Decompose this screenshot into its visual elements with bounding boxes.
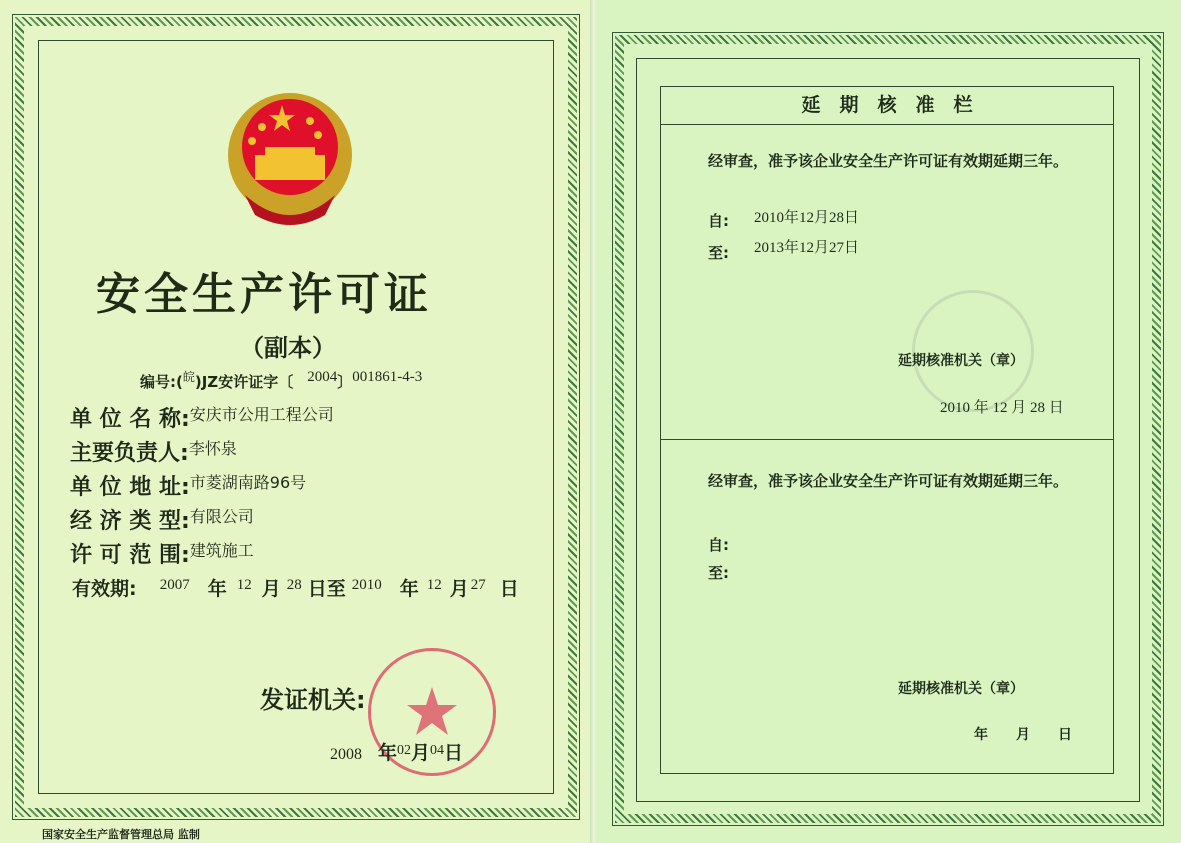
section-divider [661,439,1113,440]
to-day: 27 [470,576,486,593]
number-serial: 001861-4-3 [352,369,423,385]
unit: 年 [378,742,398,764]
field-value: 安庆市公用工程公司 [189,405,334,424]
issue-year: 2008 [330,746,362,763]
issue-month: 02 [397,743,412,758]
field-row [70,436,334,470]
from-date: 2010年12月28日 [754,210,860,226]
from-label: 自: [708,536,729,554]
extension-page [596,0,1181,843]
star-icon [405,685,459,739]
to-date: 2013年12月27日 [754,240,860,256]
field-label: 经 济 类 型: [70,509,190,534]
unit: 月 [261,578,281,600]
field-row [70,470,334,504]
field-label: 单 位 地 址: [70,475,190,500]
field-value: 建筑施工 [189,541,254,560]
statement: 经审查，准予该企业安全生产许可证有效期延期三年。 [708,472,1069,490]
to-label: 至: [708,564,729,582]
from-label: 自: [708,212,729,230]
unit: 年 [207,578,227,600]
issue-day: 04 [430,743,445,758]
field-value: 李怀泉 [188,439,237,458]
unit: 日 [499,578,519,600]
from-year: 2007 [159,576,190,593]
from-day: 28 [286,576,302,593]
statement: 经审查，准予该企业安全生产许可证有效期延期三年。 [708,152,1069,170]
number-year: 2004 [307,369,338,385]
field-label: 主要负责人: [70,441,189,466]
number-end: 〕 [337,373,353,391]
authority-label: 延期核准机关（章） [898,681,1024,697]
unit: 月 [411,742,431,764]
table-header: 延 期 核 准 栏 [661,87,1113,125]
field-value: 市菱湖南路96号 [189,473,307,492]
document-title: 安全生产许可证 [96,269,432,320]
number-province: 皖 [182,370,195,384]
validity-label: 有效期: [72,578,137,600]
permit-number [140,368,422,392]
approval-date: 2010 年 12 月 28 日 [940,400,1064,416]
permit-fields [70,402,334,572]
field-row [70,538,334,572]
field-row [70,504,334,538]
number-label: 编号:( [140,373,183,391]
unit: 年 [399,578,419,600]
to-year: 2010 [351,576,382,593]
unit: 月 [449,578,469,600]
issuer-label: 发证机关: [260,686,366,714]
issue-date [330,738,463,765]
field-value: 有限公司 [189,507,254,526]
from-month: 12 [236,576,252,593]
field-label: 许 可 范 围: [70,543,190,568]
field-label: 单 位 名 称: [70,407,190,432]
unit: 日至 [307,578,346,600]
national-emblem-icon [220,85,360,235]
to-label: 至: [708,244,729,262]
unit: 日 [444,742,464,764]
authority-label: 延期核准机关（章） [898,353,1024,369]
footer-supervisor: 国家安全生产监督管理总局 监制 [42,828,200,841]
extension-table [660,86,1114,774]
validity-period [72,574,519,601]
field-row [70,402,334,436]
approval-date: 年 月 日 [974,727,1072,743]
to-month: 12 [426,576,442,593]
number-mid: )JZ安许证字〔 [194,373,294,391]
document-subtitle: （副本） [240,334,336,362]
